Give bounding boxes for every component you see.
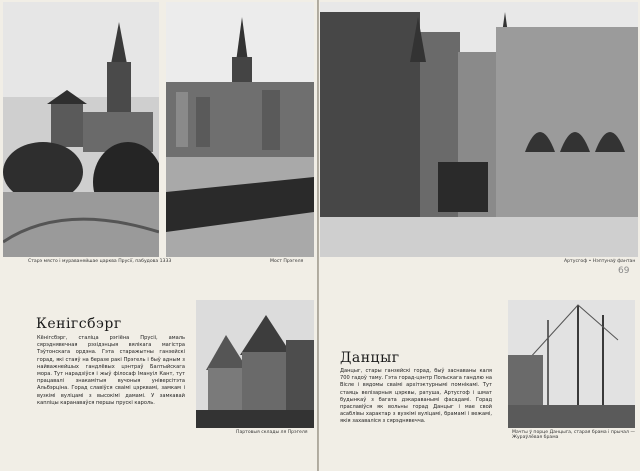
warehouses-caption: Партовыя склады ля Прэгеля (236, 430, 308, 435)
konigsberg-heading: Кенігсбэрг (36, 316, 122, 332)
arthus-court-caption: Артусгоф • Нэптунаў фантан (564, 259, 636, 264)
bridge-photo-caption: Мост Прэгеля (270, 259, 304, 264)
pregel-bridge-photo (166, 2, 314, 257)
danzig-harbor-photo (508, 300, 635, 428)
page-number: 69 (618, 266, 630, 276)
castle-photo-caption: Старэ място і мураванейшае царква Прусії, пабудова 1333 (28, 259, 172, 264)
danzig-body: Данцыг, стары ганзейскі горад, быў заснаваны каля 700 гадоў таму. Гэта горад-цэнтр Польскага гандлю на Віслe і вядомы сваімі архітэктурнымі помнікамі. Тут стаяць велізарныя цэрквы, ратуша, Артусгоф і шмат будынкаў з багата дэкараванымі фасадамі. Горад праславіўся як вольны горад Данцыг і мае свой асаблівы характар з вузкімі вуліцамі, брамамі і вежамі, якія захаваліся з сярэднявечча. (340, 368, 492, 425)
danzig-heading: Данцыг (340, 350, 400, 366)
konigsberg-body: Кёнігсбэрг, сталіца рэгіёна Прусіі, амаль сярэднявечная рэзідэнцыя вялікага магістра Тэўтонскага ордэна. Гэта старажытны ганзейскі горад, які стаяў на беразе ракі Прэгель і быў адным з найважнейшых гандлёвых цэнтраў Балтыйскага мора. Тут нарадзіўся і жыў філосаф Імануіл Кант, тут працавалі знакамітыя вучоныя універсітэта Альбэрціна. Горад славіўся сваімі цэрквамі, замкам і вузкімі вуліцамі з высокімі дамамі. У замкавай капліцы каранаваўся першы прускі кароль. (37, 335, 185, 406)
konigsberg-warehouses-photo (196, 300, 314, 428)
harbor-caption: Мачты ў порце Данцыга, старая брама і прычал — Жураўлёвая брама (512, 430, 635, 441)
danzig-arthus-court-photo (320, 2, 638, 257)
page-fold (317, 0, 319, 471)
konigsberg-castle-photo (3, 2, 159, 257)
